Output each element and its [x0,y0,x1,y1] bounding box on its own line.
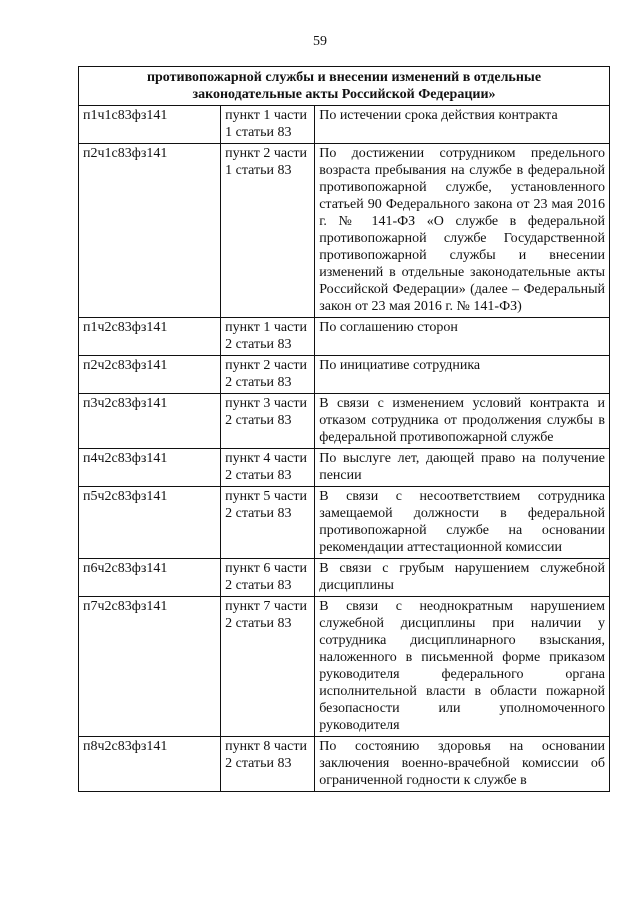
table-row [79,318,610,356]
table-row [79,394,610,449]
dismissal-grounds-table [78,66,610,792]
table-header [79,67,610,106]
row-article: пункт 6 части 2 статьи 83 [221,559,315,597]
row-code: п6ч2с83фз141 [79,559,221,597]
table-row [79,144,610,318]
row-code: п5ч2с83фз141 [79,487,221,559]
table-row [79,106,610,144]
row-code: п2ч2с83фз141 [79,356,221,394]
row-description: В связи с грубым нарушением служебной дисциплины [315,559,610,597]
row-article: пункт 1 части 2 статьи 83 [221,318,315,356]
row-article: пункт 2 части 1 статьи 83 [221,144,315,318]
row-description: По инициативе сотрудника [315,356,610,394]
row-article: пункт 7 части 2 статьи 83 [221,597,315,737]
row-code: п7ч2с83фз141 [79,597,221,737]
table-row [79,559,610,597]
row-description: В связи с изменением условий контракта и отказом сотрудника от продолжения службы в федеральной противопожарной службе [315,394,610,449]
row-description: По выслуге лет, дающей право на получение пенсии [315,449,610,487]
row-description: По состоянию здоровья на основании заключения военно-врачебной комиссии об ограниченной годности к службе в [315,737,610,792]
table-header-row [79,67,610,106]
page-number: 59 [313,34,327,49]
row-code: п3ч2с83фз141 [79,394,221,449]
row-code: п1ч2с83фз141 [79,318,221,356]
row-code: п8ч2с83фз141 [79,737,221,792]
row-article: пункт 5 части 2 статьи 83 [221,487,315,559]
row-code: п4ч2с83фз141 [79,449,221,487]
row-article: пункт 2 части 2 статьи 83 [221,356,315,394]
row-description: По достижении сотрудником предельного возраста пребывания на службе в федеральной противопожарной службе, установленного статьей 90 Федерального закона от 23 мая 2016 г. № 141-ФЗ «О службе в федеральной противопожарной службе Государственной противопожарной службы и внесении изменений в отдельные законодательные акты Российской Федерации» (далее – Федеральный закон от 23 мая 2016 г. № 141-ФЗ) [315,144,610,318]
row-description: В связи с неоднократным нарушением служебной дисциплины при наличии у сотрудника дисциплинарного взыскания, наложенного в письменной форме приказом руководителя федерального органа исполнительной власти в области пожарной безопасности или уполномоченного руководителя [315,597,610,737]
row-article: пункт 8 части 2 статьи 83 [221,737,315,792]
row-code: п1ч1с83фз141 [79,106,221,144]
table-header-line-1: противопожарной службы и внесении изменений в отдельные [146,70,542,85]
table-row [79,597,610,737]
row-description: По соглашению сторон [315,318,610,356]
table-row [79,737,610,792]
table-row [79,487,610,559]
row-code: п2ч1с83фз141 [79,144,221,318]
row-article: пункт 3 части 2 статьи 83 [221,394,315,449]
table-header-line-2: законодательные акты Российской Федерации» [192,87,496,102]
row-article: пункт 4 части 2 статьи 83 [221,449,315,487]
row-description: По истечении срока действия контракта [315,106,610,144]
table-row [79,449,610,487]
row-article: пункт 1 части 1 статьи 83 [221,106,315,144]
row-description: В связи с несоответствием сотрудника замещаемой должности в федеральной противопожарной службе на основании рекомендации аттестационной комиссии [315,487,610,559]
table-row [79,356,610,394]
